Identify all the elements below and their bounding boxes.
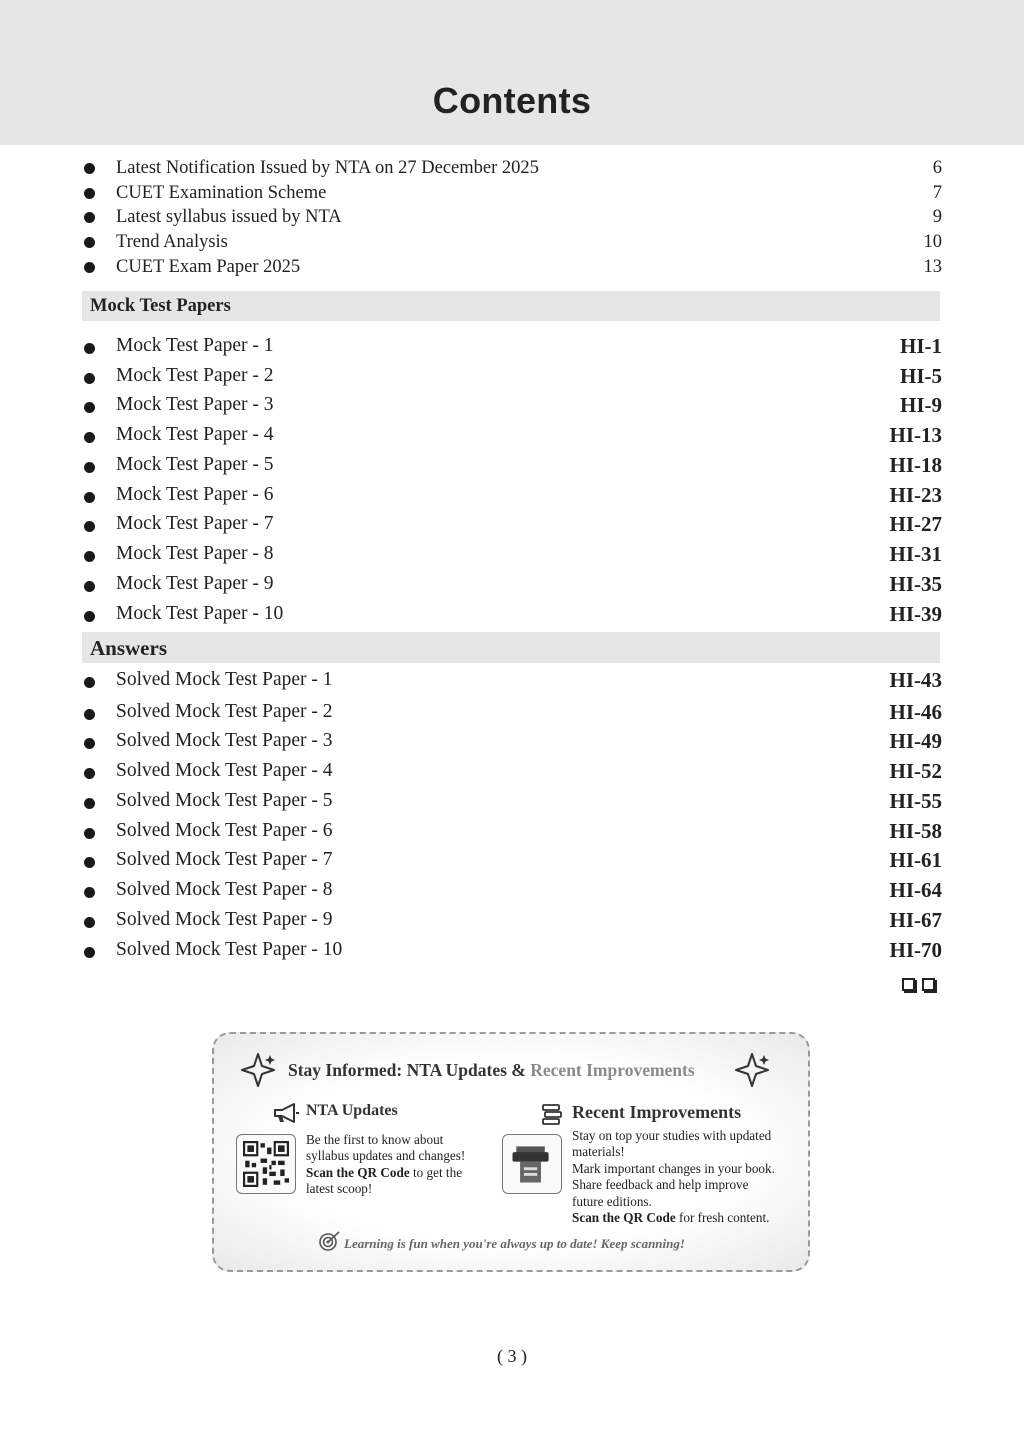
books-icon	[542, 1104, 562, 1126]
toc-entry[interactable]	[82, 394, 942, 420]
toc-entry-label: Mock Test Paper - 6	[116, 484, 274, 505]
toc-entry[interactable]	[82, 454, 942, 480]
text-line: Mark important changes in your book.	[572, 1160, 775, 1176]
bullet-icon	[84, 917, 95, 928]
toc-entry[interactable]	[82, 484, 942, 510]
header-band	[0, 0, 1024, 145]
toc-entry[interactable]	[82, 939, 942, 965]
toc-entry[interactable]	[82, 730, 942, 756]
toc-entry-label: Solved Mock Test Paper - 5	[116, 790, 333, 811]
text-line	[306, 1165, 465, 1181]
page-number: ( 3 )	[497, 1346, 527, 1366]
bullet-icon	[84, 551, 95, 562]
bullet-icon	[84, 492, 95, 503]
toc-entry[interactable]	[82, 701, 942, 727]
scan-qr-rest: to get the	[409, 1164, 463, 1180]
toc-entry-page: HI-27	[889, 512, 942, 536]
toc-entry-page: HI-18	[889, 453, 942, 477]
toc-entry-page: 13	[923, 257, 942, 277]
toc-entry-page: HI-35	[889, 572, 942, 596]
toc-entry[interactable]	[82, 909, 942, 935]
text-line: latest scoop!	[306, 1181, 373, 1197]
notice-title-main: Stay Informed: NTA Updates &	[288, 1060, 526, 1080]
toc-entry-label: Solved Mock Test Paper - 1	[116, 669, 333, 690]
updates-notice-box	[212, 1032, 810, 1272]
toc-entry[interactable]	[82, 424, 942, 450]
toc-entry-page: 10	[923, 232, 942, 252]
printer-icon	[503, 1135, 560, 1192]
toc-entry[interactable]	[82, 543, 942, 569]
bullet-icon	[84, 798, 95, 809]
toc-entry[interactable]	[82, 365, 942, 391]
bullet-icon	[84, 857, 95, 868]
page-title: Contents	[432, 80, 592, 121]
toc-entry-page: HI-52	[889, 759, 942, 783]
bullet-icon	[84, 738, 95, 749]
bullet-icon	[84, 163, 95, 174]
toc-entry[interactable]	[82, 603, 942, 629]
square-icon	[922, 978, 935, 991]
toc-entry-page: 6	[932, 158, 942, 178]
toc-entry-page: HI-70	[889, 938, 942, 962]
toc-entry[interactable]	[82, 760, 942, 786]
bullet-icon	[84, 677, 95, 688]
notice-title-accent: Recent Improvements	[530, 1060, 695, 1080]
toc-entry-page: HI-46	[889, 700, 942, 724]
notice-title	[288, 1060, 695, 1081]
toc-entry-label: Solved Mock Test Paper - 2	[116, 701, 333, 722]
toc-entry-label: Solved Mock Test Paper - 9	[116, 909, 333, 930]
scan-qr-bold: Scan the QR Code	[572, 1210, 676, 1226]
bullet-icon	[84, 709, 95, 720]
text-line: Be the first to know about	[306, 1132, 444, 1147]
section-header-answers	[82, 632, 940, 663]
toc-entry[interactable]	[82, 513, 942, 539]
toc-entry-label: Mock Test Paper - 4	[116, 424, 274, 445]
sparkle-icon	[734, 1052, 770, 1088]
toc-entry-label: Solved Mock Test Paper - 3	[116, 730, 333, 751]
toc-entry[interactable]	[82, 183, 942, 209]
qr-code[interactable]	[502, 1134, 562, 1194]
text-line: materials!	[572, 1144, 625, 1160]
toc-entry-page: HI-39	[889, 602, 942, 626]
toc-entry-label: Mock Test Paper - 8	[116, 543, 274, 564]
toc-entry-label: Mock Test Paper - 7	[116, 513, 274, 534]
recent-improvements-text	[572, 1128, 775, 1226]
text-line	[572, 1210, 775, 1226]
toc-entry[interactable]	[82, 232, 942, 258]
toc-entry-page: HI-55	[889, 789, 942, 813]
bullet-icon	[84, 402, 95, 413]
toc-entry-label: Solved Mock Test Paper - 4	[116, 760, 333, 781]
toc-entry-page: 7	[932, 183, 942, 203]
toc-entry-page: HI-49	[889, 729, 942, 753]
toc-entry-label: Mock Test Paper - 5	[116, 454, 274, 475]
target-icon	[318, 1230, 342, 1252]
text-line: Stay on top your studies with updated	[572, 1128, 772, 1143]
toc-entry-page: HI-5	[900, 364, 942, 388]
toc-entry-page: HI-43	[889, 668, 942, 692]
toc-entry-page: HI-58	[889, 819, 942, 843]
square-icon	[902, 978, 915, 991]
bullet-icon	[84, 432, 95, 443]
sparkle-icon	[240, 1052, 276, 1088]
bullet-icon	[84, 262, 95, 273]
bullet-icon	[84, 581, 95, 592]
toc-entry[interactable]	[82, 335, 942, 361]
bullet-icon	[84, 188, 95, 199]
toc-entry-label: Latest syllabus issued by NTA	[116, 207, 342, 227]
toc-entry-label: Mock Test Paper - 2	[116, 365, 274, 386]
toc-entry-page: HI-64	[889, 878, 942, 902]
recent-improvements-heading: Recent Improvements	[572, 1102, 742, 1122]
nta-updates-heading: NTA Updates	[306, 1102, 398, 1119]
toc-entry-label: Mock Test Paper - 10	[116, 603, 284, 624]
toc-entry[interactable]	[82, 257, 942, 283]
toc-entry-label: Latest Notification Issued by NTA on 27 December 2025	[116, 158, 539, 178]
nta-updates-text	[306, 1132, 465, 1198]
bullet-icon	[84, 947, 95, 958]
toc-entry-label: CUET Exam Paper 2025	[116, 257, 301, 277]
toc-entry-label: CUET Examination Scheme	[116, 183, 327, 203]
toc-entry-page: HI-23	[889, 483, 942, 507]
toc-entry[interactable]	[82, 158, 942, 184]
toc-entry-page: 9	[932, 207, 942, 227]
toc-entry-label: Solved Mock Test Paper - 10	[116, 939, 343, 960]
toc-entry[interactable]	[82, 207, 942, 233]
toc-entry-label: Trend Analysis	[116, 232, 228, 252]
notice-footer: Learning is fun when you're always up to date! Keep scanning!	[344, 1236, 685, 1251]
qr-code-image	[243, 1141, 289, 1187]
bullet-icon	[84, 521, 95, 532]
bullet-icon	[84, 237, 95, 248]
bullet-icon	[84, 887, 95, 898]
section-heading: Mock Test Papers	[90, 296, 231, 316]
toc-entry-page: HI-9	[900, 393, 942, 417]
toc-entry-page: HI-1	[900, 334, 942, 358]
text-line: Share feedback and help improve	[572, 1177, 749, 1193]
toc-entry[interactable]	[82, 849, 942, 875]
qr-code[interactable]	[236, 1134, 296, 1194]
toc-entry-label: Mock Test Paper - 3	[116, 394, 274, 415]
text-line: syllabus updates and changes!	[306, 1148, 466, 1164]
bullet-icon	[84, 768, 95, 779]
toc-entry-page: HI-61	[889, 848, 942, 872]
bullet-icon	[84, 212, 95, 223]
toc-entry-page: HI-13	[889, 423, 942, 447]
bullet-icon	[84, 828, 95, 839]
bullet-icon	[84, 462, 95, 473]
toc-entry-page: HI-67	[889, 908, 942, 932]
section-header-mock-tests	[82, 291, 940, 321]
text-line: future editions.	[572, 1193, 652, 1209]
toc-entry-label: Solved Mock Test Paper - 7	[116, 849, 333, 870]
scan-qr-rest: for fresh content.	[675, 1210, 770, 1226]
section-heading: Answers	[90, 636, 167, 660]
toc-entry-label: Solved Mock Test Paper - 8	[116, 879, 333, 900]
bullet-icon	[84, 373, 95, 384]
bullet-icon	[84, 343, 95, 354]
toc-entry-label: Mock Test Paper - 1	[116, 335, 274, 356]
end-marker	[902, 978, 942, 994]
megaphone-icon	[272, 1102, 300, 1124]
toc-entry-page: HI-31	[889, 542, 942, 566]
toc-entry[interactable]	[82, 790, 942, 816]
toc-entry[interactable]	[82, 820, 942, 846]
toc-entry-label: Mock Test Paper - 9	[116, 573, 274, 594]
scan-qr-bold: Scan the QR Code	[306, 1164, 410, 1180]
bullet-icon	[84, 611, 95, 622]
toc-entry[interactable]	[82, 573, 942, 599]
toc-entry[interactable]	[82, 879, 942, 905]
toc-entry-label: Solved Mock Test Paper - 6	[116, 820, 333, 841]
toc-entry[interactable]	[82, 669, 942, 695]
